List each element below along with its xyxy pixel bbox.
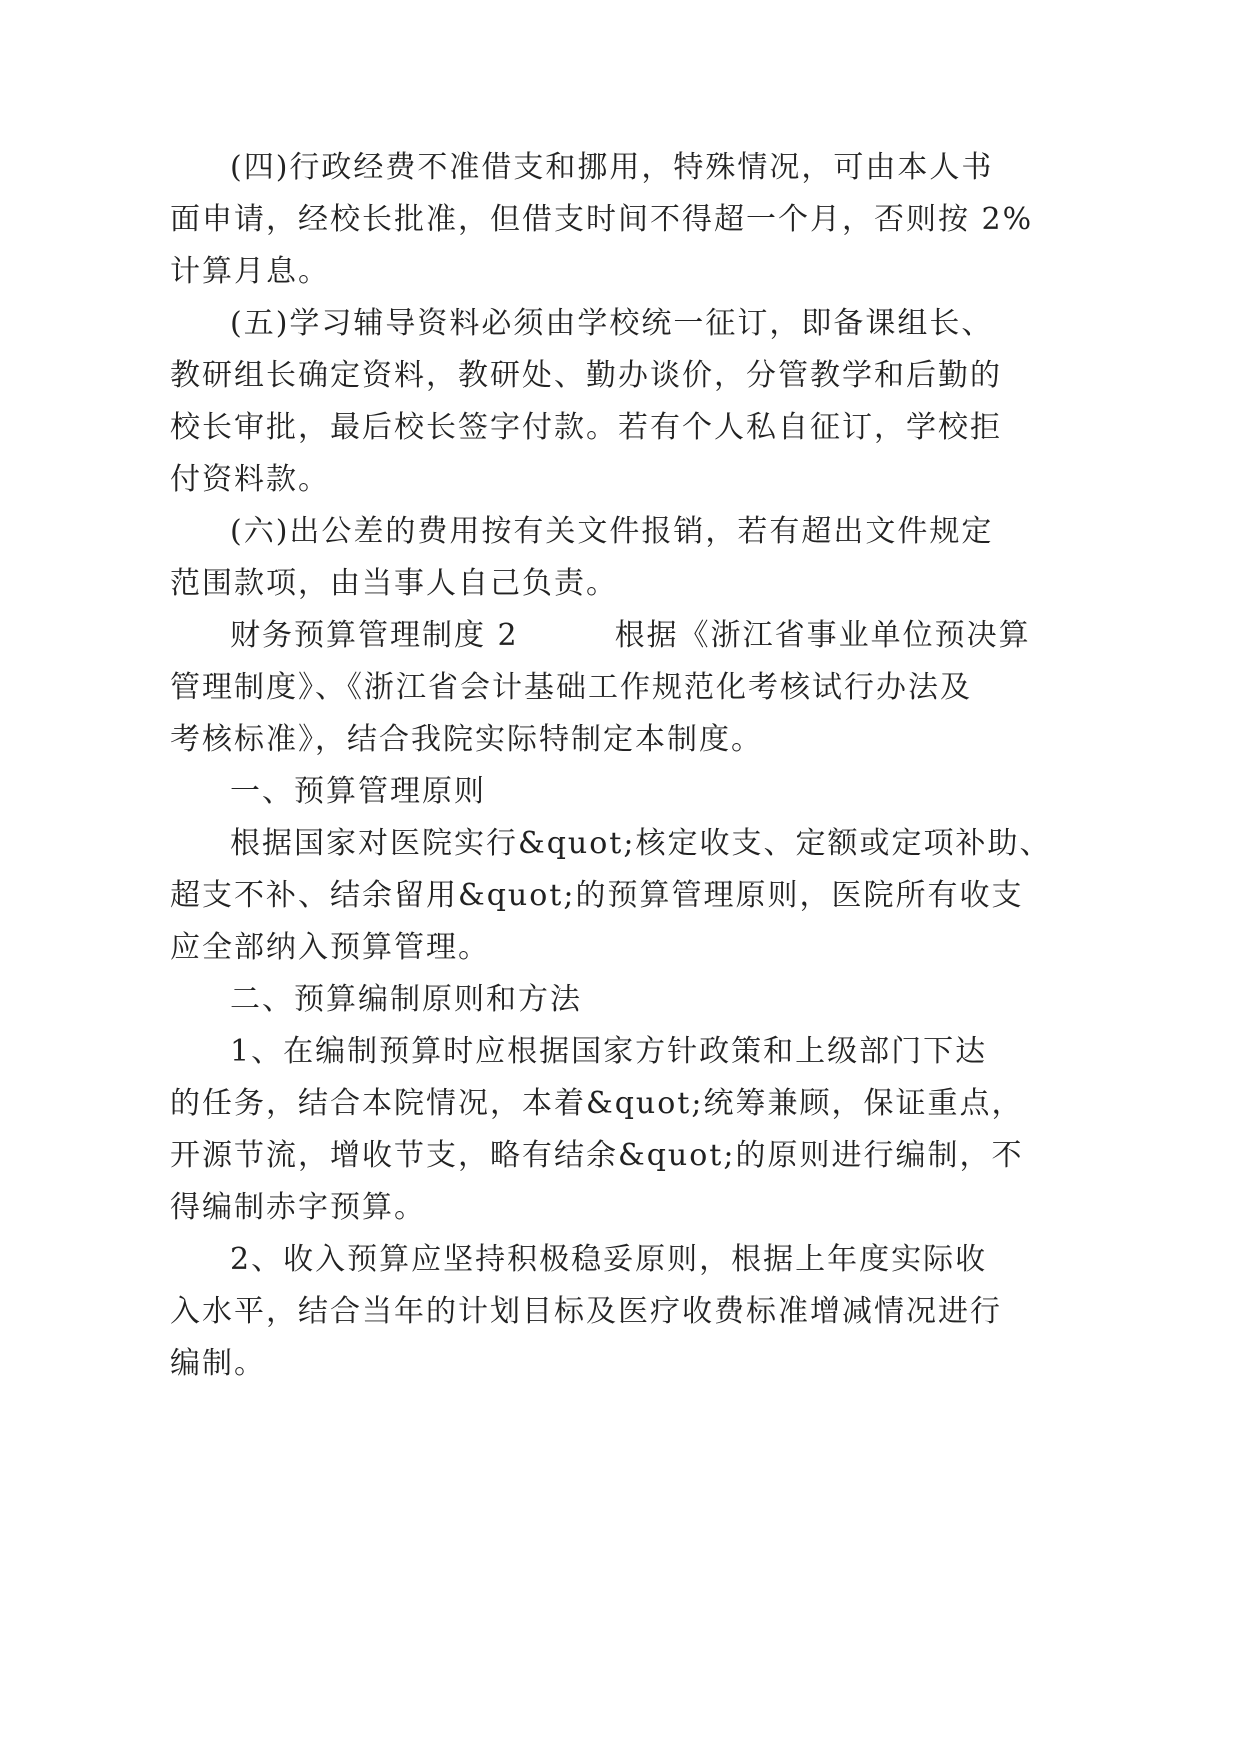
text-line: 的任务，结合本院情况，本着&quot;统筹兼顾，保证重点， — [170, 1086, 1024, 1121]
text-line: 范围款项，由当事人自己负责。 — [170, 566, 618, 601]
text-line: 面申请，经校长批准，但借支时间不得超一个月，否则按 2% — [170, 202, 1034, 237]
text-line: 1、在编制预算时应根据国家方针政策和上级部门下达 — [230, 1034, 988, 1069]
text-line: 得编制赤字预算。 — [170, 1190, 426, 1225]
text-line: 根据国家对医院实行&quot;核定收支、定额或定项补助、 — [230, 826, 1052, 861]
text-line: 编制。 — [170, 1346, 266, 1381]
text-line: 付资料款。 — [170, 462, 330, 497]
text-line: 管理制度》、《浙江省会计基础工作规范化考核试行办法及 — [170, 670, 972, 705]
text-line: 开源节流，增收节支，略有结余&quot;的原则进行编制，不 — [170, 1138, 1024, 1173]
text-line: 考核标准》，结合我院实际特制定本制度。 — [170, 722, 763, 757]
text-line: 2、收入预算应坚持积极稳妥原则，根据上年度实际收 — [230, 1242, 988, 1277]
text-line: (五)学习辅导资料必须由学校统一征订，即备课组长、 — [230, 306, 994, 341]
text-line: 入水平，结合当年的计划目标及医疗收费标准增减情况进行 — [170, 1294, 1002, 1329]
section-heading: 一、预算管理原则 — [230, 774, 486, 809]
text-line: (四)行政经费不准借支和挪用，特殊情况，可由本人书 — [230, 150, 994, 185]
text-line: (六)出公差的费用按有关文件报销，若有超出文件规定 — [230, 514, 994, 549]
section-heading: 二、预算编制原则和方法 — [230, 982, 582, 1017]
text-line: 校长审批，最后校长签字付款。若有个人私自征订，学校拒 — [170, 410, 1002, 445]
text-line: 财务预算管理制度 2 根据《浙江省事业单位预决算 — [230, 618, 1031, 653]
text-line: 计算月息。 — [170, 254, 330, 289]
text-line: 超支不补、结余留用&quot;的预算管理原则，医院所有收支 — [170, 878, 1024, 913]
text-line: 应全部纳入预算管理。 — [170, 930, 490, 965]
text-line: 教研组长确定资料，教研处、勤办谈价，分管教学和后勤的 — [170, 358, 1002, 393]
